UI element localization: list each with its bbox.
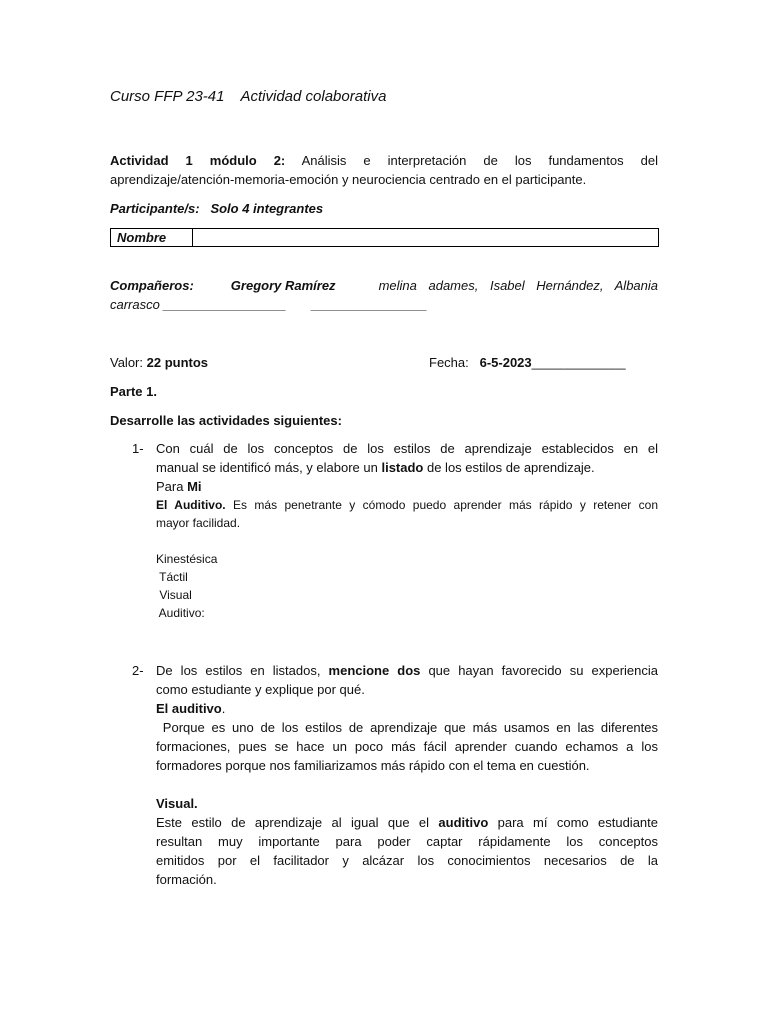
style-item-2: Táctil (156, 570, 188, 584)
answer-1-title: El Auditivo. (156, 498, 226, 512)
document-header (110, 87, 386, 106)
date-value: 6-5-2023 (479, 355, 532, 370)
answer-2b-line-4: formación. (156, 872, 217, 887)
style-item-4: Auditivo: (156, 606, 205, 620)
intro-line-2: aprendizaje/atención-memoria-emoción y neurociencia centrado en el participante. (110, 172, 587, 187)
value-row (110, 353, 208, 372)
companions-line-2: carrasco _________________ ________________ (110, 297, 428, 312)
answer-1-para: Para Mi (156, 479, 202, 494)
participants-label: Participante/s: (110, 201, 200, 216)
companions-list: melina adames, Isabel Hernández, Albania (378, 278, 658, 293)
course-code: Curso FFP 23-41 (110, 88, 225, 105)
style-item-3: Visual (156, 588, 192, 602)
intro-label: Actividad 1 módulo 2: (110, 153, 286, 168)
name-table (110, 228, 659, 247)
intro-line-1 (110, 151, 658, 170)
style-item-1: Kinestésica (156, 552, 218, 566)
activity-type: Actividad colaborativa (240, 88, 387, 105)
question-2-line-2: como estudiante y explique por qué. (156, 682, 365, 697)
date-label: Fecha: (429, 355, 469, 370)
companion-name-1: Gregory Ramírez (230, 278, 336, 293)
answer-2a-line-1: Porque es uno de los estilos de aprendizaje que más usamos en las diferentes (156, 720, 658, 735)
participants-row (110, 199, 323, 218)
answer-1-line-1: El Auditivo. Es más penetrante y cómodo puedo aprender más rápido y retener con (156, 498, 658, 512)
answer-2b-line-3: emitidos por el facilitador y alcázar los conocimientos necesarios de la (156, 853, 658, 868)
participants-value: Solo 4 integrantes (210, 201, 324, 216)
question-2-line-1: De los estilos en listados, mencione dos que hayan favorecido su experiencia (156, 663, 658, 678)
question-1-number: 1- (132, 441, 144, 456)
answer-2a-line-2: formaciones, pues se hace un poco más fácil aprender cuando echamos a los (156, 739, 658, 754)
intro-text: Análisis e interpretación de los fundamentos del (301, 153, 658, 168)
value-points: 22 puntos (146, 355, 209, 370)
instructions-heading: Desarrolle las actividades siguientes: (110, 413, 342, 428)
question-1-line-1: Con cuál de los conceptos de los estilos de aprendizaje establecidos en el (156, 441, 658, 456)
answer-2b-line-1: Este estilo de aprendizaje al igual que el auditivo para mí como estudiante (156, 815, 658, 830)
answer-2b-line-2: resultan muy importante para poder captar rápidamente los conceptos (156, 834, 658, 849)
companions-line-1 (110, 276, 658, 295)
date-row (429, 353, 626, 372)
value-label: Valor: (110, 355, 143, 370)
name-table-field[interactable] (193, 229, 658, 246)
part-heading: Parte 1. (110, 384, 157, 399)
question-2-number: 2- (132, 663, 144, 678)
answer-1-line-2: mayor facilidad. (156, 516, 241, 530)
answer-2a-title: El auditivo. (156, 701, 226, 716)
question-1-line-2: manual se identificó más, y elabore un listado de los estilos de aprendizaje. (156, 460, 595, 475)
name-table-label: Nombre (111, 229, 193, 246)
date-line: _____________ (531, 355, 626, 370)
answer-2a-line-3: formadores porque nos familiarizamos más rápido con el tema en cuestión. (156, 758, 590, 773)
companions-label: Compañeros: (110, 278, 194, 293)
answer-2b-title: Visual. (156, 796, 198, 811)
